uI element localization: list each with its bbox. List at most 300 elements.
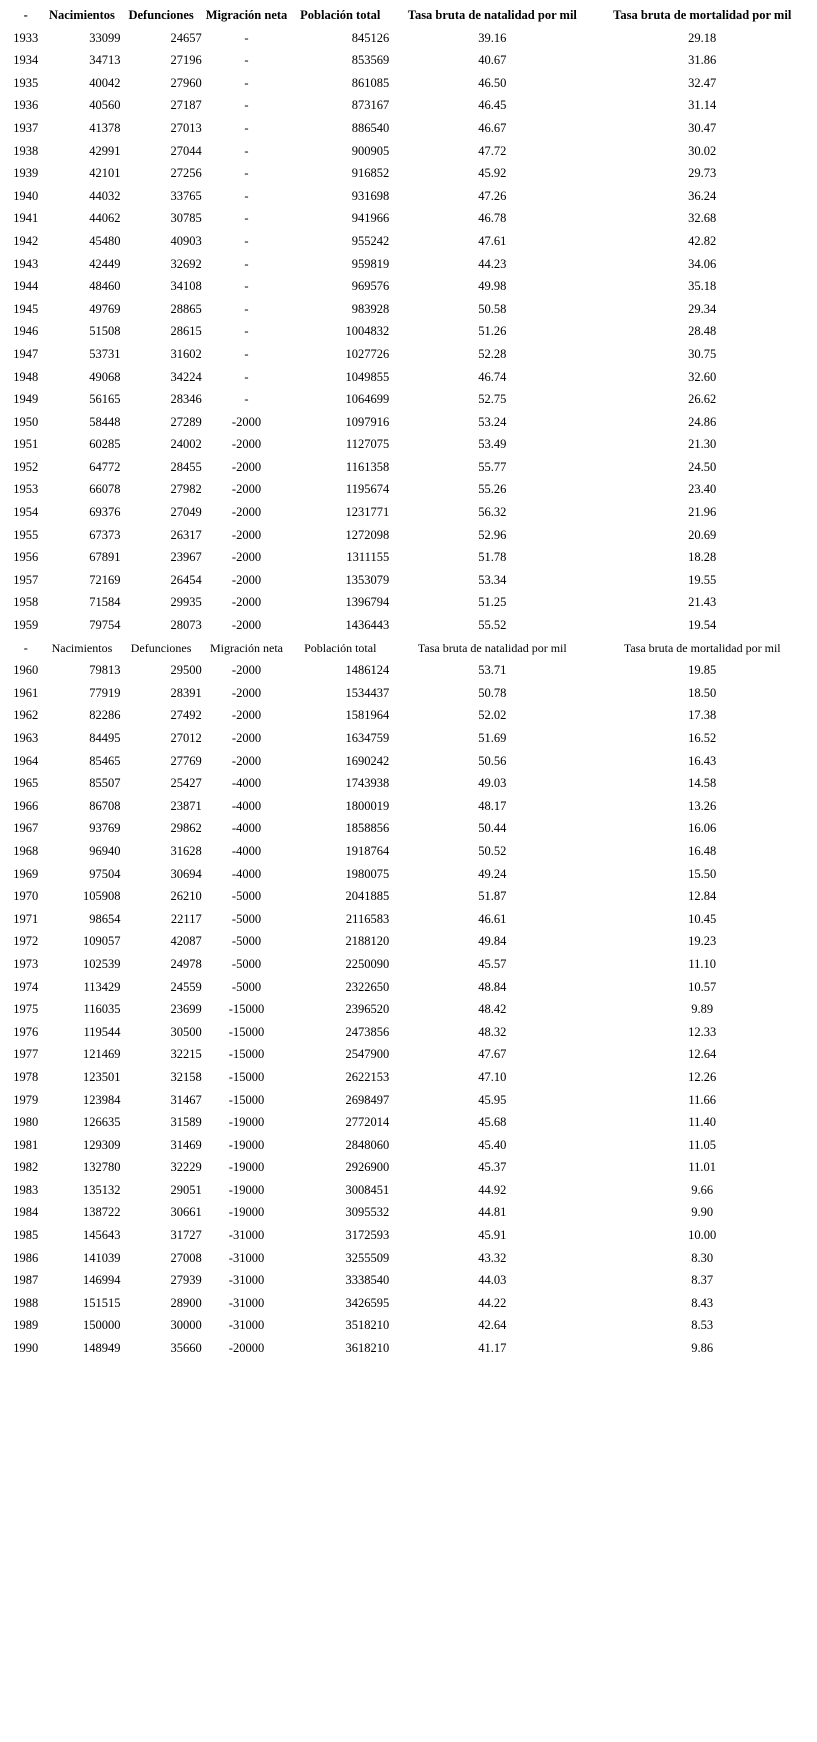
cell-deaths: 30000	[170, 1318, 202, 1333]
subheader-cell-births: Nacimientos	[51, 640, 113, 655]
cell-total-population: 1980075	[345, 866, 390, 881]
cell-net-migration: -2000	[231, 414, 262, 429]
cell-total-population: 3426595	[345, 1295, 390, 1310]
cell-crude-birth-rate: 48.32	[478, 1024, 507, 1039]
cell-deaths: 27982	[170, 482, 202, 497]
table-row	[8, 953, 809, 976]
cell-net-migration: -2000	[231, 459, 262, 474]
cell-net-migration: -2000	[231, 550, 262, 565]
cell-deaths: 31469	[170, 1137, 202, 1152]
cell-births: 150000	[82, 1318, 121, 1333]
cell-crude-death-rate: 30.75	[688, 346, 717, 361]
cell-net-migration: -19000	[228, 1160, 265, 1175]
cell-total-population: 1272098	[345, 527, 390, 542]
cell-crude-death-rate: 30.02	[688, 143, 717, 158]
cell-deaths: 34108	[170, 279, 202, 294]
cell-births: 72169	[89, 572, 121, 587]
cell-net-migration: -	[244, 75, 249, 90]
cell-deaths: 29935	[170, 595, 202, 610]
cell-year: 1935	[13, 75, 39, 90]
table-row	[8, 185, 809, 208]
cell-year: 1934	[13, 53, 39, 68]
cell-births: 138722	[82, 1205, 121, 1220]
table-row	[8, 569, 809, 592]
cell-net-migration: -5000	[231, 979, 262, 994]
table-row	[8, 1134, 809, 1157]
subheader-cell-net-migration: Migración neta	[210, 640, 283, 655]
cell-net-migration: -2000	[231, 685, 262, 700]
cell-crude-death-rate: 21.96	[688, 505, 717, 520]
cell-year: 1982	[13, 1160, 39, 1175]
table-row	[8, 1247, 809, 1270]
cell-net-migration: -19000	[228, 1137, 265, 1152]
cell-crude-death-rate: 8.37	[691, 1273, 714, 1288]
cell-crude-death-rate: 18.28	[688, 550, 717, 565]
cell-deaths: 27256	[170, 166, 202, 181]
cell-total-population: 2926900	[345, 1160, 390, 1175]
cell-crude-death-rate: 16.06	[688, 821, 717, 836]
cell-net-migration: -	[244, 279, 249, 294]
cell-crude-death-rate: 11.10	[688, 956, 717, 971]
cell-births: 82286	[89, 708, 121, 723]
table-row	[8, 27, 809, 50]
cell-deaths: 23967	[170, 550, 202, 565]
cell-crude-death-rate: 36.24	[688, 188, 717, 203]
cell-year: 1939	[13, 166, 39, 181]
cell-crude-birth-rate: 51.78	[478, 550, 507, 565]
table-subheader-row	[8, 637, 809, 660]
cell-deaths: 29500	[170, 663, 202, 678]
cell-crude-death-rate: 32.68	[688, 211, 717, 226]
cell-births: 129309	[82, 1137, 121, 1152]
cell-births: 148949	[82, 1341, 121, 1356]
cell-net-migration: -5000	[231, 956, 262, 971]
cell-year: 1953	[13, 482, 39, 497]
cell-year: 1942	[13, 233, 39, 248]
table-row	[8, 817, 809, 840]
cell-total-population: 1690242	[345, 753, 390, 768]
cell-deaths: 31589	[170, 1115, 202, 1130]
cell-total-population: 886540	[351, 120, 390, 135]
cell-deaths: 29051	[170, 1182, 202, 1197]
cell-crude-death-rate: 10.57	[688, 979, 717, 994]
cell-deaths: 27013	[170, 120, 202, 135]
cell-crude-birth-rate: 50.44	[478, 821, 507, 836]
cell-net-migration: -	[244, 30, 249, 45]
cell-births: 123501	[82, 1069, 121, 1084]
cell-year: 1957	[13, 572, 39, 587]
cell-crude-birth-rate: 48.17	[478, 798, 507, 813]
table-row	[8, 727, 809, 750]
cell-births: 33099	[89, 30, 121, 45]
cell-crude-death-rate: 30.47	[688, 120, 717, 135]
cell-deaths: 27012	[170, 731, 202, 745]
cell-births: 84495	[89, 731, 121, 745]
cell-deaths: 42087	[170, 934, 202, 949]
cell-total-population: 900905	[351, 143, 390, 158]
cell-crude-death-rate: 19.23	[688, 934, 717, 949]
cell-crude-birth-rate: 43.32	[478, 1250, 507, 1265]
cell-crude-birth-rate: 53.34	[478, 572, 507, 587]
cell-total-population: 3172593	[345, 1228, 390, 1243]
cell-crude-death-rate: 29.18	[688, 30, 717, 45]
cell-net-migration: -15000	[228, 1047, 265, 1062]
cell-deaths: 24002	[170, 437, 202, 452]
cell-crude-death-rate: 9.89	[691, 1002, 714, 1017]
cell-deaths: 40903	[170, 233, 202, 248]
table-row	[8, 840, 809, 863]
cell-net-migration: -2000	[231, 505, 262, 520]
cell-births: 96940	[89, 843, 121, 858]
subheader-cell-deaths: Defunciones	[130, 640, 192, 655]
table-row	[8, 275, 809, 298]
cell-total-population: 2322650	[345, 979, 390, 994]
cell-births: 60285	[89, 437, 121, 452]
cell-crude-birth-rate: 51.26	[478, 324, 507, 339]
cell-year: 1980	[13, 1115, 39, 1130]
cell-births: 85507	[89, 776, 121, 791]
cell-net-migration: -19000	[228, 1205, 265, 1220]
table-row	[8, 908, 809, 931]
cell-year: 1988	[13, 1295, 39, 1310]
cell-year: 1952	[13, 459, 39, 474]
cell-crude-death-rate: 10.00	[688, 1228, 717, 1243]
cell-net-migration: -15000	[228, 1024, 265, 1039]
cell-crude-death-rate: 35.18	[688, 279, 717, 294]
table-row	[8, 682, 809, 705]
cell-births: 113429	[83, 979, 121, 994]
cell-crude-death-rate: 10.45	[688, 911, 717, 926]
cell-deaths: 28900	[170, 1295, 202, 1310]
cell-deaths: 26317	[170, 527, 202, 542]
table-row	[8, 1292, 809, 1315]
cell-crude-birth-rate: 49.24	[478, 866, 507, 881]
cell-net-migration: -	[244, 120, 249, 135]
cell-total-population: 1161358	[345, 459, 390, 474]
table-row	[8, 998, 809, 1021]
cell-deaths: 22117	[170, 911, 202, 926]
cell-deaths: 32215	[170, 1047, 202, 1062]
cell-total-population: 873167	[351, 98, 390, 113]
table-row	[8, 298, 809, 321]
cell-deaths: 31467	[170, 1092, 202, 1107]
cell-net-migration: -31000	[228, 1273, 265, 1288]
table-row	[8, 704, 809, 727]
cell-births: 79754	[89, 618, 121, 633]
cell-total-population: 916852	[351, 166, 390, 181]
cell-crude-death-rate: 31.86	[688, 53, 717, 68]
cell-net-migration: -5000	[231, 934, 262, 949]
cell-births: 69376	[89, 505, 121, 520]
cell-year: 1964	[13, 753, 39, 768]
cell-births: 48460	[89, 279, 121, 294]
cell-year: 1950	[13, 414, 39, 429]
cell-crude-birth-rate: 45.95	[478, 1092, 507, 1107]
cell-total-population: 941966	[351, 211, 390, 226]
table-row	[8, 1269, 809, 1292]
table-row	[8, 49, 809, 72]
cell-crude-birth-rate: 45.92	[478, 166, 507, 181]
cell-total-population: 2698497	[345, 1092, 390, 1107]
table-row	[8, 1043, 809, 1066]
cell-births: 49068	[89, 369, 121, 384]
cell-net-migration: -15000	[228, 1092, 265, 1107]
cell-births: 79813	[89, 663, 121, 678]
table-subheader-body	[8, 637, 809, 660]
cell-crude-death-rate: 32.47	[688, 75, 717, 90]
cell-net-migration: -2000	[231, 663, 262, 678]
cell-crude-death-rate: 8.30	[691, 1250, 714, 1265]
cell-crude-birth-rate: 44.22	[478, 1295, 507, 1310]
cell-year: 1985	[13, 1228, 39, 1243]
cell-total-population: 3338540	[345, 1273, 390, 1288]
table-row	[8, 253, 809, 276]
table-row	[8, 433, 809, 456]
cell-total-population: 1097916	[345, 414, 390, 429]
table-row	[8, 772, 809, 795]
cell-net-migration: -	[244, 369, 249, 384]
cell-births: 97504	[89, 866, 121, 881]
cell-year: 1946	[13, 324, 39, 339]
cell-year: 1944	[13, 279, 39, 294]
cell-crude-birth-rate: 50.58	[478, 301, 507, 316]
cell-year: 1958	[13, 595, 39, 610]
cell-total-population: 3255509	[345, 1250, 390, 1265]
cell-crude-death-rate: 24.86	[688, 414, 717, 429]
cell-deaths: 27289	[170, 414, 202, 429]
cell-year: 1986	[13, 1250, 39, 1265]
cell-births: 34713	[89, 53, 121, 68]
cell-year: 1962	[13, 708, 39, 723]
cell-births: 102539	[82, 956, 121, 971]
cell-year: 1968	[13, 843, 39, 858]
header-cell-total-population: Población total	[300, 8, 381, 22]
cell-total-population: 1918764	[345, 843, 390, 858]
cell-births: 44032	[89, 188, 121, 203]
cell-births: 49769	[89, 301, 121, 316]
cell-year: 1945	[13, 301, 39, 316]
table-row	[8, 976, 809, 999]
cell-year: 1977	[13, 1047, 39, 1062]
cell-deaths: 30785	[170, 211, 202, 226]
cell-net-migration: -2000	[231, 527, 262, 542]
cell-crude-birth-rate: 45.68	[478, 1115, 507, 1130]
cell-crude-birth-rate: 51.25	[478, 595, 507, 610]
cell-total-population: 2250090	[345, 956, 390, 971]
cell-births: 145643	[82, 1228, 121, 1243]
cell-net-migration: -	[244, 392, 249, 407]
cell-year: 1937	[13, 120, 39, 135]
cell-year: 1965	[13, 776, 39, 791]
cell-total-population: 2547900	[345, 1047, 390, 1062]
cell-crude-death-rate: 31.14	[688, 98, 717, 113]
cell-births: 56165	[89, 392, 121, 407]
cell-total-population: 1534437	[345, 685, 390, 700]
cell-crude-birth-rate: 44.92	[478, 1182, 507, 1197]
header-cell-births: Nacimientos	[48, 8, 115, 22]
table-row	[8, 885, 809, 908]
cell-year: 1940	[13, 188, 39, 203]
subheader-cell-crude-death-rate: Tasa bruta de mortalidad por mil	[623, 640, 781, 655]
cell-crude-death-rate: 12.84	[688, 889, 717, 904]
cell-total-population: 1436443	[345, 618, 390, 633]
cell-total-population: 1581964	[345, 708, 390, 723]
cell-net-migration: -2000	[231, 437, 262, 452]
cell-total-population: 2041885	[345, 889, 390, 904]
cell-total-population: 1311155	[346, 550, 390, 565]
cell-net-migration: -2000	[231, 482, 262, 497]
cell-deaths: 26210	[170, 889, 202, 904]
cell-births: 135132	[82, 1182, 121, 1197]
cell-total-population: 1064699	[345, 392, 390, 407]
cell-crude-death-rate: 16.43	[688, 753, 717, 768]
cell-net-migration: -2000	[231, 708, 262, 723]
cell-crude-death-rate: 23.40	[688, 482, 717, 497]
cell-year: 1974	[13, 979, 39, 994]
table-row	[8, 162, 809, 185]
cell-year: 1961	[13, 685, 39, 700]
cell-births: 93769	[89, 821, 121, 836]
cell-crude-birth-rate: 52.75	[478, 392, 507, 407]
table-row	[8, 795, 809, 818]
cell-crude-birth-rate: 46.78	[478, 211, 507, 226]
table-row	[8, 1111, 809, 1134]
cell-deaths: 24978	[170, 956, 202, 971]
table-row	[8, 863, 809, 886]
cell-births: 42101	[89, 166, 121, 181]
cell-deaths: 27196	[170, 53, 202, 68]
cell-crude-birth-rate: 46.61	[478, 911, 507, 926]
table-row	[8, 659, 809, 682]
cell-net-migration: -4000	[231, 866, 262, 881]
cell-crude-death-rate: 11.05	[688, 1137, 717, 1152]
cell-deaths: 30500	[170, 1024, 202, 1039]
cell-crude-death-rate: 9.90	[691, 1205, 714, 1220]
header-cell-deaths: Defunciones	[128, 8, 194, 22]
cell-crude-birth-rate: 46.67	[478, 120, 507, 135]
cell-net-migration: -2000	[231, 618, 262, 633]
cell-crude-death-rate: 19.85	[688, 663, 717, 678]
table-row	[8, 320, 809, 343]
cell-year: 1938	[13, 143, 39, 158]
cell-total-population: 1486124	[345, 663, 390, 678]
cell-crude-birth-rate: 47.10	[478, 1069, 507, 1084]
cell-crude-birth-rate: 45.40	[478, 1137, 507, 1152]
table-row	[8, 1179, 809, 1202]
cell-year: 1976	[13, 1024, 39, 1039]
cell-year: 1970	[13, 889, 39, 904]
cell-deaths: 27049	[170, 505, 202, 520]
table-row	[8, 501, 809, 524]
cell-crude-birth-rate: 56.32	[478, 505, 507, 520]
cell-deaths: 28615	[170, 324, 202, 339]
cell-net-migration: -	[244, 256, 249, 271]
cell-births: 40042	[89, 75, 121, 90]
cell-crude-birth-rate: 48.84	[478, 979, 507, 994]
cell-deaths: 35660	[170, 1341, 202, 1356]
cell-net-migration: -	[244, 98, 249, 113]
cell-crude-death-rate: 26.62	[688, 392, 717, 407]
cell-crude-death-rate: 20.69	[688, 527, 717, 542]
cell-births: 141039	[82, 1250, 121, 1265]
cell-net-migration: -	[244, 188, 249, 203]
cell-births: 109057	[82, 934, 121, 949]
header-cell-crude-birth-rate: Tasa bruta de natalidad por mil	[407, 8, 577, 22]
table-body-part-2	[8, 659, 809, 1359]
cell-deaths: 30694	[170, 866, 202, 881]
cell-births: 146994	[82, 1273, 121, 1288]
cell-total-population: 853569	[351, 53, 390, 68]
table-row	[8, 72, 809, 95]
table-row	[8, 1066, 809, 1089]
cell-deaths: 32158	[170, 1069, 202, 1084]
cell-year: 1979	[13, 1092, 39, 1107]
cell-crude-death-rate: 15.50	[688, 866, 717, 881]
cell-deaths: 27769	[170, 753, 202, 768]
cell-net-migration: -31000	[228, 1250, 265, 1265]
cell-crude-birth-rate: 47.67	[478, 1047, 507, 1062]
cell-crude-birth-rate: 52.96	[478, 527, 507, 542]
cell-births: 151515	[82, 1295, 121, 1310]
cell-crude-birth-rate: 42.64	[478, 1318, 507, 1333]
cell-year: 1983	[13, 1182, 39, 1197]
cell-births: 86708	[89, 798, 121, 813]
cell-births: 67891	[89, 550, 121, 565]
cell-deaths: 31628	[170, 843, 202, 858]
cell-total-population: 845126	[351, 30, 390, 45]
cell-deaths: 24559	[170, 979, 202, 994]
cell-crude-death-rate: 34.06	[688, 256, 717, 271]
table-row	[8, 478, 809, 501]
cell-total-population: 931698	[351, 188, 390, 203]
cell-total-population: 2116583	[345, 911, 390, 926]
cell-crude-birth-rate: 53.71	[478, 663, 507, 678]
cell-crude-birth-rate: 46.45	[478, 98, 507, 113]
cell-year: 1947	[13, 346, 39, 361]
cell-births: 85465	[89, 753, 121, 768]
cell-deaths: 27939	[170, 1273, 202, 1288]
cell-crude-death-rate: 12.64	[688, 1047, 717, 1062]
cell-total-population: 2396520	[345, 1002, 390, 1017]
cell-deaths: 27960	[170, 75, 202, 90]
cell-crude-birth-rate: 52.02	[478, 708, 507, 723]
cell-total-population: 959819	[351, 256, 390, 271]
cell-crude-birth-rate: 51.69	[478, 731, 507, 745]
cell-crude-birth-rate: 55.26	[478, 482, 507, 497]
cell-deaths: 32229	[170, 1160, 202, 1175]
cell-deaths: 25427	[170, 776, 202, 791]
cell-net-migration: -	[244, 166, 249, 181]
cell-total-population: 2188120	[345, 934, 390, 949]
table-row	[8, 1224, 809, 1247]
cell-total-population: 1004832	[345, 324, 390, 339]
cell-crude-birth-rate: 40.67	[478, 53, 507, 68]
cell-total-population: 1353079	[345, 572, 390, 587]
cell-total-population: 3095532	[345, 1205, 390, 1220]
cell-crude-birth-rate: 46.74	[478, 369, 507, 384]
cell-net-migration: -	[244, 346, 249, 361]
cell-births: 64772	[89, 459, 121, 474]
cell-births: 45480	[89, 233, 121, 248]
table-row	[8, 456, 809, 479]
table-row	[8, 930, 809, 953]
cell-crude-death-rate: 11.66	[688, 1092, 717, 1107]
cell-deaths: 28455	[170, 459, 202, 474]
cell-net-migration: -	[244, 53, 249, 68]
cell-year: 1967	[13, 821, 39, 836]
cell-net-migration: -	[244, 211, 249, 226]
cell-net-migration: -	[244, 143, 249, 158]
